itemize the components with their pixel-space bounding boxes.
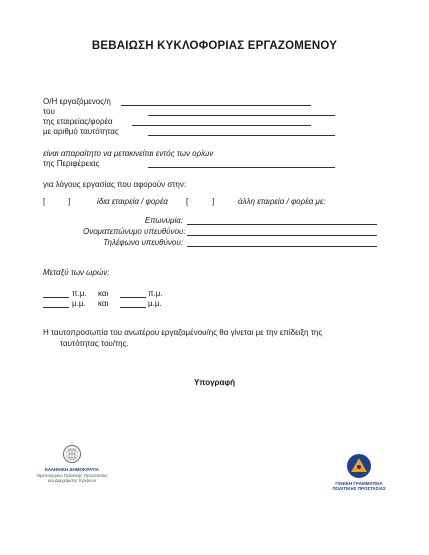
id-field[interactable] — [148, 135, 335, 136]
to-hour-am-field[interactable] — [120, 297, 146, 298]
reasons-label: για λόγους εργασίας που αφορούν στην: — [43, 180, 187, 189]
right-logo-line2: ΠΟΛΙΤΙΚΗΣ ΠΡΟΣΤΑΣΙΑΣ — [332, 486, 386, 491]
document-title: ΒΕΒΑΙΩΣΗ ΚΥΚΛΟΦΟΡΙΑΣ ΕΡΓΑΖΟΜΕΝΟΥ — [91, 40, 338, 52]
option-other-label: άλλη εταιρεία / φορέα με: — [238, 197, 326, 206]
company-name-label: Επωνυμία: — [144, 216, 183, 225]
civil-protection-emblem-icon — [346, 453, 372, 479]
greek-republic-emblem-icon — [62, 444, 82, 464]
manager-phone-label: Τηλέφωνο υπευθύνου: — [103, 238, 183, 247]
of-label: του — [43, 107, 55, 116]
must-move-line1: είναι απαραίτητο να μετακινείται εντός των ορίων — [43, 149, 214, 158]
signature-label: Υπογραφή — [193, 378, 236, 387]
company-name-field[interactable] — [187, 224, 377, 225]
id-label: με αριθμό ταυτότητας — [43, 127, 119, 136]
must-move-line2: της Περιφέρειας — [43, 159, 100, 168]
option-same-checkbox-open[interactable]: [ — [43, 197, 46, 206]
option-same-checkbox-close[interactable]: ] — [68, 197, 71, 206]
pm-label: μ.μ. — [72, 299, 86, 308]
am-label: π.μ. — [148, 289, 163, 298]
option-other-checkbox-open[interactable]: [ — [186, 197, 189, 206]
employee-field[interactable] — [121, 105, 311, 106]
and-label: και — [98, 289, 109, 298]
option-same-label: ίδια εταιρεία / φορέα — [97, 197, 168, 206]
company-label: της εταιρείας/φορέα — [43, 117, 113, 126]
statement-line1: Η ταυτοπροσωπία του ανωτέρου εργαζομένου/ης θα γίνεται με την επίδειξη της — [43, 328, 323, 337]
hours-label: Μεταξύ των ωρών: — [43, 268, 110, 277]
employee-label: Ο/Η εργαζόμενος/η — [43, 97, 111, 106]
of-field[interactable] — [148, 115, 335, 116]
manager-name-field[interactable] — [187, 235, 377, 236]
left-logo-line3: και Διαχείρισης Κρίσεων — [47, 478, 97, 483]
from-hour-am-field[interactable] — [43, 297, 69, 298]
left-logo-line2: Υφυπουργείο Πολιτικής Προστασίας — [36, 473, 108, 478]
right-logo-line1: ΓΕΝΙΚΗ ΓΡΑΜΜΑΤΕΙΑ — [335, 481, 383, 486]
region-field[interactable] — [148, 167, 335, 168]
left-logo-line1: ΕΛΛΗΝΙΚΗ ΔΗΜΟΚΡΑΤΙΑ — [44, 467, 100, 472]
manager-name-label: Ονοματεπώνυμο υπευθύνου: — [83, 227, 186, 236]
to-hour-pm-field[interactable] — [120, 307, 146, 308]
company-field[interactable] — [132, 125, 311, 126]
statement-line2: ταυτότητας του/της. — [60, 339, 129, 348]
from-hour-pm-field[interactable] — [43, 307, 69, 308]
and-label: και — [98, 299, 109, 308]
am-label: π.μ. — [72, 289, 87, 298]
pm-label: μ.μ. — [148, 299, 162, 308]
manager-phone-field[interactable] — [187, 246, 377, 247]
option-other-checkbox-close[interactable]: ] — [212, 197, 215, 206]
